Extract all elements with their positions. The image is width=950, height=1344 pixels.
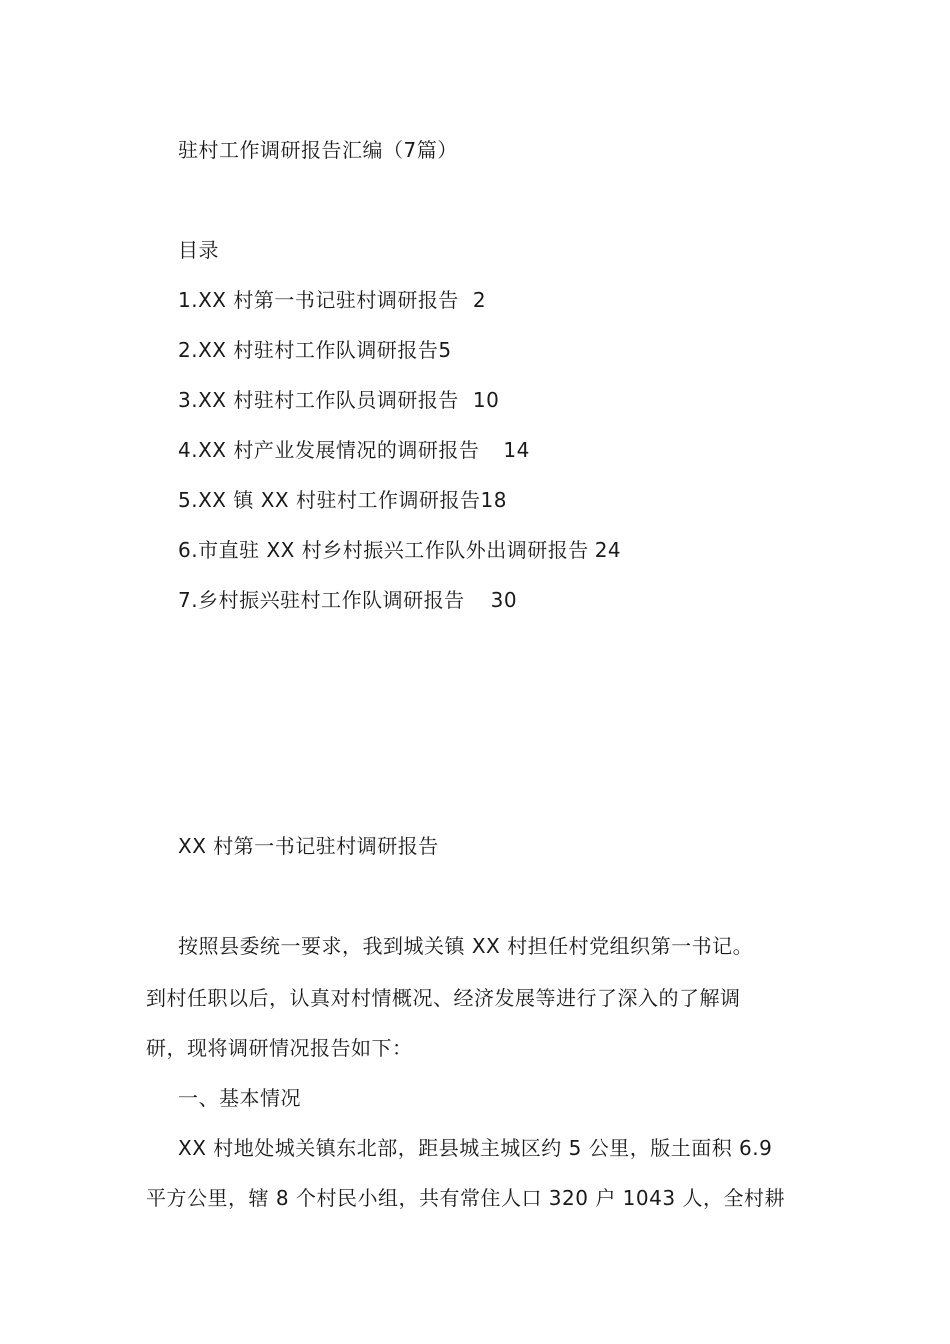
toc-item-label: 7.乡村振兴驻村工作队调研报告 xyxy=(178,588,465,612)
toc-item[interactable] xyxy=(178,486,507,514)
body-line: 按照县委统一要求，我到城关镇 XX 村担任村党组织第一书记。 xyxy=(178,934,754,958)
toc-item[interactable] xyxy=(178,586,517,614)
toc-item-label: 2.XX 村驻村工作队调研报告 xyxy=(178,338,439,362)
toc-item-page: 10 xyxy=(472,388,500,412)
toc-item-page: 5 xyxy=(438,338,452,362)
toc-item-page: 18 xyxy=(480,488,507,512)
toc-item-page: 2 xyxy=(472,288,487,312)
toc-item-label: 3.XX 村驻村工作队员调研报告 xyxy=(178,388,459,412)
toc-item-label: 4.XX 村产业发展情况的调研报告 xyxy=(178,438,480,462)
body-line: 研，现将调研情况报告如下： xyxy=(146,1036,413,1060)
body-line: 平方公里，辖 8 个村民小组，共有常住人口 320 户 1043 人，全村耕 xyxy=(146,1186,785,1210)
toc-item[interactable] xyxy=(178,286,486,314)
toc-item-label: 6.市直驻 XX 村乡村振兴工作队外出调研报告 xyxy=(178,538,589,562)
toc-item[interactable] xyxy=(178,336,452,364)
toc-item-label: 1.XX 村第一书记驻村调研报告 xyxy=(178,288,459,312)
toc-item-page: 30 xyxy=(490,588,518,612)
toc-heading: 目录 xyxy=(178,238,219,262)
toc-item[interactable] xyxy=(178,386,499,414)
report-title: XX 村第一书记驻村调研报告 xyxy=(178,834,439,858)
section-heading: 一、基本情况 xyxy=(178,1086,301,1110)
toc-item-page: 24 xyxy=(594,538,622,562)
toc-item[interactable] xyxy=(178,436,530,464)
toc-item[interactable] xyxy=(178,536,621,564)
toc-item-page: 14 xyxy=(503,438,530,462)
toc-item-label: 5.XX 镇 XX 村驻村工作调研报告 xyxy=(178,488,481,512)
document-title: 驻村工作调研报告汇编（7篇） xyxy=(178,138,458,162)
body-line: XX 村地处城关镇东北部，距县城主城区约 5 公里，版土面积 6.9 xyxy=(178,1136,773,1160)
body-line: 到村任职以后，认真对村情概况、经济发展等进行了深入的了解调 xyxy=(146,986,741,1010)
